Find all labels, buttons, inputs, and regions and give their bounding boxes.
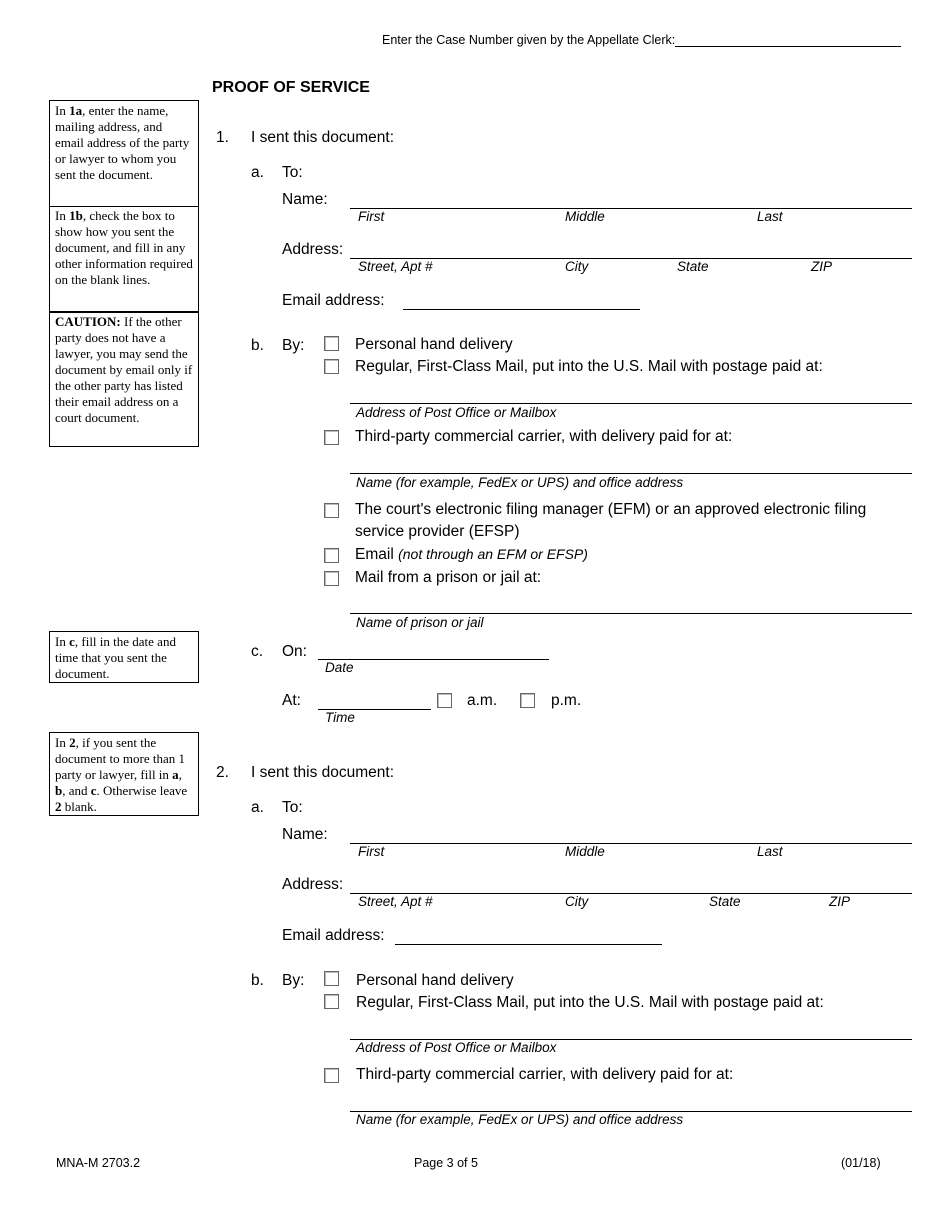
instruction-box-c: In c, fill in the date and time that you sent the document. xyxy=(49,631,199,683)
section-1-efm-checkbox[interactable] xyxy=(324,503,339,518)
section-2-carrier-checkbox[interactable] xyxy=(324,1068,339,1083)
section-1-pm-label: p.m. xyxy=(551,692,582,709)
section-1-am-checkbox[interactable] xyxy=(437,693,452,708)
section-1-first-caption: First xyxy=(358,209,385,224)
section-2-email-label: Email address: xyxy=(282,927,385,944)
section-1-address-label: Address: xyxy=(282,241,344,258)
section-1-heading: I sent this document: xyxy=(251,129,395,146)
section-1-zip-caption: ZIP xyxy=(811,259,833,274)
section-2-heading: I sent this document: xyxy=(251,764,395,781)
section-1-personal-delivery-checkbox[interactable] xyxy=(324,336,339,351)
form-id: MNA-M 2703.2 xyxy=(56,1156,141,1170)
page-title: PROOF OF SERVICE xyxy=(212,79,370,96)
instruction-box-1b: In 1b, check the box to show how you sent the document, and fill in any other information required on the blank lines. xyxy=(49,206,199,313)
section-1-am-label: a.m. xyxy=(467,692,498,709)
instruction-box-2: In 2, if you sent the document to more than 1 party or lawyer, fill in a, b, and c. Otherwise leave 2 blank. xyxy=(49,732,199,816)
section-1-on-label: On: xyxy=(282,643,307,660)
section-1-personal-delivery-label: Personal hand delivery xyxy=(355,336,513,353)
section-1-city-caption: City xyxy=(565,259,589,274)
section-1-efm-label-line1: The court's electronic filing manager (EFM) or an approved electronic filing xyxy=(355,501,867,518)
section-2-address-input-line[interactable] xyxy=(350,893,912,894)
section-1-street-caption: Street, Apt # xyxy=(358,259,433,274)
section-1c-letter: c. xyxy=(251,643,264,660)
section-1-prison-label: Mail from a prison or jail at: xyxy=(355,569,542,586)
instruction-box-caution: CAUTION: If the other party does not have a lawyer, you may send the document by email only if the other party has listed their email address on a court document. xyxy=(49,311,199,447)
section-2-city-caption: City xyxy=(565,894,589,909)
section-2-email-input-line[interactable] xyxy=(395,944,662,945)
section-2-last-caption: Last xyxy=(757,844,783,859)
section-1-time-caption: Time xyxy=(325,710,355,725)
section-1-prison-checkbox[interactable] xyxy=(324,571,339,586)
section-1-prison-caption: Name of prison or jail xyxy=(356,615,484,630)
section-2-name-label: Name: xyxy=(282,826,328,843)
section-1-number: 1. xyxy=(216,129,229,146)
section-1-email-label: Email address: xyxy=(282,292,385,309)
section-1-email-input-line[interactable] xyxy=(403,309,640,310)
section-1-date-caption: Date xyxy=(325,660,354,675)
section-1-carrier-checkbox[interactable] xyxy=(324,430,339,445)
section-2-first-class-mail-checkbox[interactable] xyxy=(324,994,339,1009)
section-2-middle-caption: Middle xyxy=(565,844,605,859)
section-2-zip-caption: ZIP xyxy=(829,894,851,909)
section-1-carrier-input-line[interactable] xyxy=(350,473,912,474)
section-1-email-option-label: Email (not through an EFM or EFSP) xyxy=(355,546,588,563)
section-1-middle-caption: Middle xyxy=(565,209,605,224)
section-1-last-caption: Last xyxy=(757,209,783,224)
section-1-state-caption: State xyxy=(677,259,709,274)
case-number-label: Enter the Case Number given by the Appellate Clerk: xyxy=(382,33,676,47)
section-1-to-label: To: xyxy=(282,164,303,181)
section-1-by-label: By: xyxy=(282,337,305,354)
section-2-number: 2. xyxy=(216,764,229,781)
section-2-personal-delivery-label: Personal hand delivery xyxy=(356,972,514,989)
section-1-carrier-label: Third-party commercial carrier, with delivery paid for at: xyxy=(355,428,733,445)
section-1-post-office-caption: Address of Post Office or Mailbox xyxy=(356,405,557,420)
section-1-pm-checkbox[interactable] xyxy=(520,693,535,708)
section-1-first-class-mail-label: Regular, First-Class Mail, put into the U.S. Mail with postage paid at: xyxy=(355,358,823,375)
section-2-street-caption: Street, Apt # xyxy=(358,894,433,909)
section-1-name-label: Name: xyxy=(282,191,328,208)
section-2-name-input-line[interactable] xyxy=(350,843,912,844)
section-2-carrier-label: Third-party commercial carrier, with delivery paid for at: xyxy=(356,1066,734,1083)
instruction-box-1a: In 1a, enter the name, mailing address, and email address of the party or lawyer to whom you sent the document. xyxy=(49,100,199,207)
case-number-input-line[interactable] xyxy=(675,46,901,47)
section-2-state-caption: State xyxy=(709,894,741,909)
section-2-carrier-caption: Name (for example, FedEx or UPS) and office address xyxy=(356,1112,684,1127)
revision-date: (01/18) xyxy=(841,1156,881,1170)
section-1a-letter: a. xyxy=(251,164,264,181)
section-1-carrier-caption: Name (for example, FedEx or UPS) and office address xyxy=(356,475,684,490)
section-2-post-office-caption: Address of Post Office or Mailbox xyxy=(356,1040,557,1055)
section-1-name-input-line[interactable] xyxy=(350,208,912,209)
section-2-address-label: Address: xyxy=(282,876,344,893)
page-number: Page 3 of 5 xyxy=(414,1156,478,1170)
section-2-personal-delivery-checkbox[interactable] xyxy=(324,971,339,986)
section-2-first-caption: First xyxy=(358,844,385,859)
section-2-to-label: To: xyxy=(282,799,303,816)
section-1-efm-label-line2: service provider (EFSP) xyxy=(355,523,520,540)
section-2a-letter: a. xyxy=(251,799,264,816)
section-1-at-label: At: xyxy=(282,692,301,709)
section-1-email-checkbox[interactable] xyxy=(324,548,339,563)
section-1b-letter: b. xyxy=(251,337,264,354)
section-2b-letter: b. xyxy=(251,972,264,989)
section-1-first-class-mail-checkbox[interactable] xyxy=(324,359,339,374)
section-1-post-office-input-line[interactable] xyxy=(350,403,912,404)
section-1-prison-input-line[interactable] xyxy=(350,613,912,614)
section-2-first-class-mail-label: Regular, First-Class Mail, put into the U.S. Mail with postage paid at: xyxy=(356,994,824,1011)
section-2-by-label: By: xyxy=(282,972,305,989)
